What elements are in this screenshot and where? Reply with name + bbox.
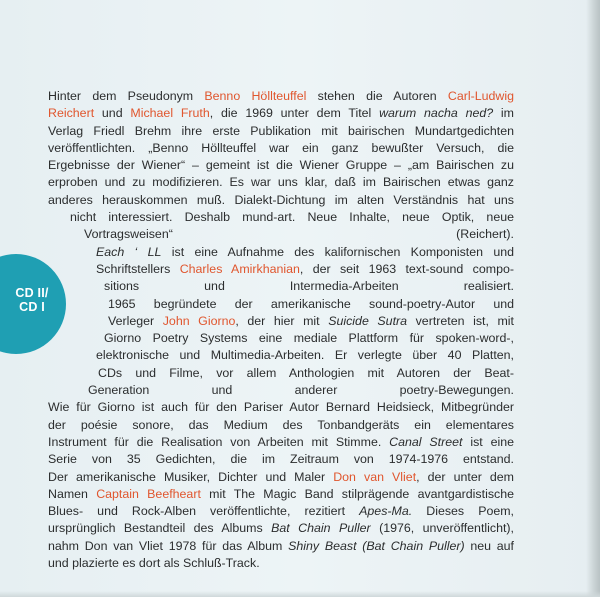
text-run: CDs und Filme, vor allem Anthologien mit Autoren der Beat- — [98, 365, 514, 380]
text-run: ist eine Aufnahme des kalifornischen Komponisten und — [161, 244, 514, 259]
text-run: und plazierte es dort als Schluß-Track. — [48, 556, 260, 571]
text-line — [48, 140, 514, 157]
highlighted-name: Reichert — [48, 106, 95, 121]
text-line — [48, 157, 514, 174]
text-line — [48, 451, 514, 468]
highlighted-name: John Giorno — [162, 313, 236, 328]
page-bottom-edge — [0, 591, 600, 597]
work-title: Each ‘ LL — [96, 244, 162, 259]
text-run: nahm Don van Vliet 1978 für das Album — [48, 538, 289, 553]
text-run: Vortragsweisen“ (Reichert). — [84, 227, 514, 242]
text-run: ist eine — [462, 434, 514, 449]
text-run: erproben und zu modifizieren. Es war uns klar, daß im Bairischen etwas ganz — [48, 175, 514, 190]
text-run: 1965 begründete der amerikanische sound-poetry-Autor und — [108, 296, 514, 311]
text-run: Verleger — [108, 313, 163, 328]
highlighted-name: Benno Höllteuffel — [204, 89, 307, 103]
text-line — [48, 330, 514, 347]
text-line — [48, 105, 514, 122]
text-run: und — [94, 106, 131, 121]
work-title: Apes-Ma. — [359, 504, 413, 519]
text-line — [48, 486, 514, 503]
text-line — [48, 399, 514, 416]
text-run: nicht interessiert. Deshalb mund-art. Neue Inhalte, neue Optik, neue — [70, 210, 514, 225]
text-run: , die 1969 unter dem Titel — [209, 106, 380, 121]
text-run: im — [493, 106, 514, 121]
cd-tab-line2: CD I — [19, 300, 45, 314]
highlighted-name: Don van Vliet — [333, 469, 417, 484]
highlighted-name: Carl-Ludwig — [447, 89, 514, 103]
text-line — [48, 365, 514, 382]
text-run: anderes herauskommen muß. Dialekt-Dichtung im alten Verständnis hat uns — [48, 192, 514, 207]
text-line — [48, 226, 514, 243]
text-run: Blues- und Rock-Alben veröffentlichte, rezitiert — [48, 504, 360, 519]
text-line — [48, 347, 514, 364]
text-line — [48, 382, 514, 399]
text-run: , der unter dem — [416, 469, 514, 484]
text-run: (1976, unveröffentlicht), — [370, 521, 514, 536]
text-run: mit The Magic Band stilprägende avantgardistische — [200, 486, 514, 501]
work-title: Canal Street — [389, 434, 463, 449]
text-line — [48, 503, 514, 520]
text-run: vertreten ist, mit — [407, 313, 514, 328]
text-run: stehen die Autoren — [306, 89, 448, 103]
text-run: Schriftstellers — [96, 261, 180, 276]
text-line — [48, 469, 514, 486]
text-line — [48, 296, 514, 313]
text-line — [48, 244, 514, 261]
text-run: Wie für Giorno ist auch für den Pariser Autor Bernard Heidsieck, Mitbegründer — [48, 400, 514, 415]
cd-tab-line1: CD II/ — [15, 286, 49, 300]
text-line — [48, 174, 514, 191]
text-run: Verlag Friedl Brehm ihre erste Publikation mit bairischen Mundartgedichten — [48, 123, 514, 138]
text-run: Dieses Poem, — [412, 504, 515, 519]
text-run: Der amerikanische Musiker, Dichter und Maler — [48, 469, 334, 484]
text-run: der poésie sonore, das Medium des Tonbandgeräts ein elementares — [48, 417, 514, 432]
text-run: sitions und Intermedia-Arbeiten realisiert. — [104, 279, 514, 294]
text-run: Giorno Poetry Systems eine mediale Plattform für spoken-word-, — [104, 331, 514, 346]
text-line — [48, 434, 514, 451]
highlighted-name: Charles Amirkhanian — [179, 261, 300, 276]
liner-notes-text — [48, 88, 514, 572]
text-line — [48, 538, 514, 555]
text-line — [48, 261, 514, 278]
work-title: Suicide Sutra — [328, 313, 408, 328]
text-run: elektronische und Multimedia-Arbeiten. Er verlegte über 40 Platten, — [96, 348, 514, 363]
highlighted-name: Captain Beefheart — [96, 486, 201, 501]
text-run: veröffentlichten. „Benno Höllteuffel war ein ganz bewußter Versuch, die — [48, 140, 514, 155]
text-line — [48, 123, 514, 140]
text-line — [48, 555, 514, 572]
text-line — [48, 313, 514, 330]
work-title: Shiny Beast (Bat Chain Puller) — [288, 538, 465, 553]
work-title: warum nacha ned? — [379, 106, 494, 121]
text-run: , der hier mit — [235, 313, 329, 328]
text-run: , der seit 1963 text-sound compo- — [299, 261, 514, 276]
text-line — [48, 520, 514, 537]
text-run: Generation und anderer poetry-Bewegungen. — [88, 383, 514, 398]
text-line — [48, 88, 514, 105]
text-line — [48, 278, 514, 295]
text-line — [48, 209, 514, 226]
text-run: Ergebnisse der Wiener“ – gemeint ist die Wiener Gruppe – „am Bairischen zu — [48, 158, 514, 173]
text-run: neu auf — [464, 538, 514, 553]
text-run: Hinter dem Pseudonym — [48, 89, 205, 103]
text-run: Serie von 35 Gedichten, die im Zeitraum von 1974-1976 entstand. — [48, 452, 514, 467]
highlighted-name: Michael Fruth — [130, 106, 210, 121]
work-title: Bat Chain Puller — [271, 521, 371, 536]
page-edge-shadow — [586, 0, 600, 597]
text-line — [48, 192, 514, 209]
text-run: Instrument für die Realisation von Arbeiten mit Stimme. — [48, 434, 390, 449]
text-run: ursprünglich Bestandteil des Albums — [48, 521, 272, 536]
text-run: Namen — [48, 486, 97, 501]
text-line — [48, 417, 514, 434]
